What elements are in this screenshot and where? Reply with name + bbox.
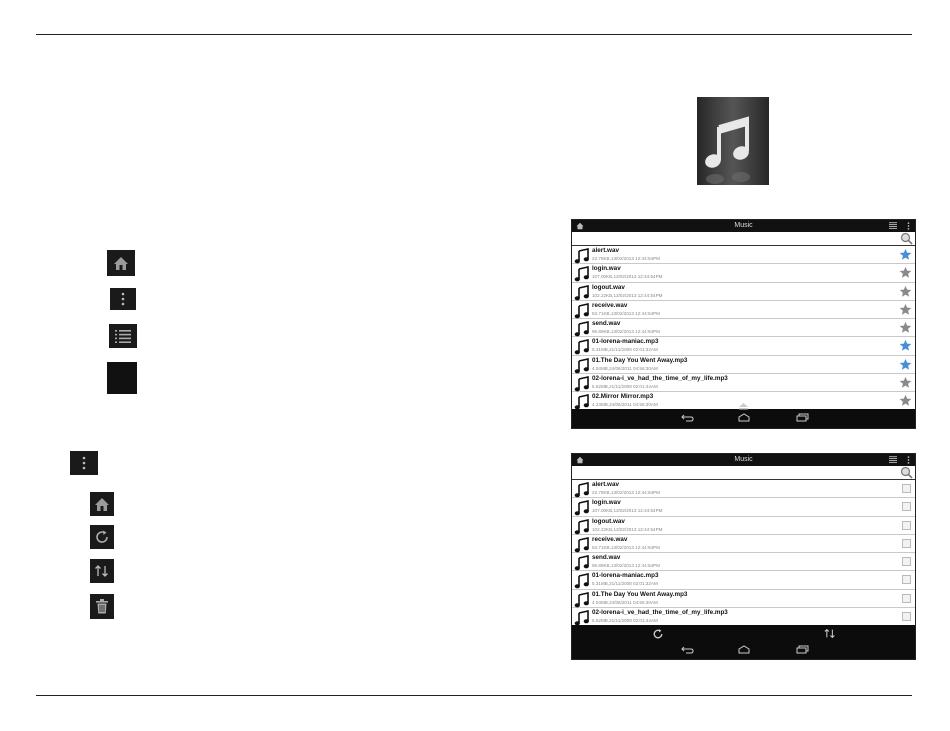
file-name: alert.wav [592, 481, 619, 488]
file-meta: 4.04MB,24/06/2011 04:56:30AM [592, 599, 658, 605]
file-list [572, 480, 915, 626]
favorite-star-icon[interactable] [899, 339, 912, 357]
list-item[interactable] [572, 356, 915, 374]
file-meta: 53.71KB,13/02/2013 12:44:54PM [592, 310, 660, 316]
file-meta: 102.22KB,13/02/2013 12:44:54PM [592, 526, 663, 532]
select-checkbox[interactable] [902, 521, 911, 530]
file-meta: 53.71KB,13/02/2013 12:44:54PM [592, 544, 660, 550]
file-name: 01.The Day You Went Away.mp3 [592, 356, 688, 364]
file-meta: 22.78KB,13/02/2013 12:44:54PM [592, 490, 660, 495]
music-screen-favorites [571, 219, 916, 429]
file-meta: 22.78KB,13/02/2013 12:44:54PM [592, 256, 660, 261]
top-rule [36, 34, 912, 35]
file-meta: 107.00KB,13/02/2013 12:44:54PM [592, 274, 663, 280]
file-meta: 96.89KB,13/02/2013 12:44:54PM [592, 329, 660, 335]
list-item[interactable] [572, 608, 915, 626]
list-item[interactable] [572, 246, 915, 264]
action-and-nav-bar [572, 625, 915, 659]
file-meta: 107.00KB,13/02/2013 12:44:54PM [592, 508, 663, 514]
search-field[interactable] [572, 466, 915, 480]
screen-title: Music [734, 222, 753, 229]
overflow-menu-icon [70, 451, 98, 475]
file-name: 01.The Day You Went Away.mp3 [592, 590, 688, 598]
file-name: logout.wav [592, 517, 625, 525]
list-view-icon [109, 324, 137, 348]
home-icon [90, 492, 114, 516]
refresh-icon[interactable] [652, 628, 664, 640]
home-nav-icon[interactable] [737, 413, 751, 422]
list-item[interactable] [572, 337, 915, 355]
file-name: send.wav [592, 320, 621, 328]
file-meta: 5.52MB,21/11/2008 02:01:44AM [592, 384, 658, 390]
select-checkbox[interactable] [902, 539, 911, 548]
select-checkbox[interactable] [902, 575, 911, 584]
favorite-star-icon[interactable] [899, 285, 912, 303]
file-list [572, 246, 915, 411]
screen-title: Music [734, 456, 753, 463]
sort-icon [90, 559, 114, 583]
file-name: 02-lorena-i_ve_had_the_time_of_my_life.mp3 [592, 375, 728, 383]
file-name: logout.wav [592, 283, 625, 291]
file-meta: 4.04MB,24/06/2011 04:56:30AM [592, 365, 658, 371]
select-checkbox[interactable] [902, 502, 911, 511]
list-item[interactable] [572, 301, 915, 319]
file-name: 01-lorena-maniac.mp3 [592, 572, 659, 580]
list-item[interactable] [572, 590, 915, 608]
action-bar [572, 220, 915, 232]
trash-icon [90, 594, 114, 619]
list-item[interactable] [572, 283, 915, 301]
file-name: 02.Mirror Mirror.mp3 [592, 393, 654, 401]
action-bar [572, 454, 915, 466]
list-item[interactable] [572, 264, 915, 282]
file-name: send.wav [592, 554, 621, 562]
list-item[interactable] [572, 498, 915, 516]
back-icon[interactable] [681, 414, 694, 422]
file-meta: 102.22KB,13/02/2013 12:44:54PM [592, 292, 663, 298]
select-checkbox[interactable] [902, 557, 911, 566]
file-meta: 96.89KB,13/02/2013 12:44:54PM [592, 563, 660, 569]
recent-apps-icon[interactable] [796, 413, 809, 422]
file-name: receive.wav [592, 301, 628, 309]
favorite-star-icon[interactable] [899, 248, 912, 266]
music-screen-select [571, 453, 916, 660]
list-item[interactable] [572, 480, 915, 498]
file-meta: 5.31MB,21/11/2008 02:01:32AM [592, 347, 658, 353]
favorite-star-icon[interactable] [899, 321, 912, 339]
recent-apps-icon[interactable] [796, 645, 809, 654]
favorite-star-icon[interactable] [899, 358, 912, 376]
favorite-star-icon[interactable] [899, 303, 912, 321]
back-icon[interactable] [681, 646, 694, 654]
select-checkbox[interactable] [902, 484, 911, 493]
music-app-icon [697, 97, 769, 185]
list-item[interactable] [572, 553, 915, 571]
eject-icon[interactable] [738, 402, 749, 410]
list-item[interactable] [572, 319, 915, 337]
system-nav-bar [572, 409, 915, 428]
home-icon [107, 250, 135, 276]
file-meta: 4.23MB,24/06/2011 04:56:30AM [592, 402, 658, 408]
list-item[interactable] [572, 571, 915, 589]
select-checkbox[interactable] [902, 612, 911, 621]
list-item[interactable] [572, 374, 915, 392]
overflow-menu-icon [110, 288, 136, 310]
search-field[interactable] [572, 232, 915, 246]
file-name: 01-lorena-maniac.mp3 [592, 338, 659, 346]
blank-icon [107, 362, 137, 394]
list-item[interactable] [572, 517, 915, 535]
select-checkbox[interactable] [902, 594, 911, 603]
file-name: alert.wav [592, 247, 619, 254]
refresh-icon [90, 525, 114, 549]
file-meta: 5.52MB,21/11/2008 02:01:44AM [592, 618, 658, 624]
home-nav-icon[interactable] [737, 645, 751, 654]
bottom-rule [36, 695, 912, 696]
favorite-star-icon[interactable] [899, 266, 912, 284]
list-item[interactable] [572, 535, 915, 553]
favorite-star-icon[interactable] [899, 376, 912, 394]
file-name: login.wav [592, 499, 621, 507]
file-name: receive.wav [592, 535, 628, 543]
file-name: 02-lorena-i_ve_had_the_time_of_my_life.mp3 [592, 609, 728, 617]
file-meta: 5.31MB,21/11/2008 02:01:32AM [592, 581, 658, 587]
file-name: login.wav [592, 265, 621, 273]
sort-icon[interactable] [823, 628, 837, 639]
